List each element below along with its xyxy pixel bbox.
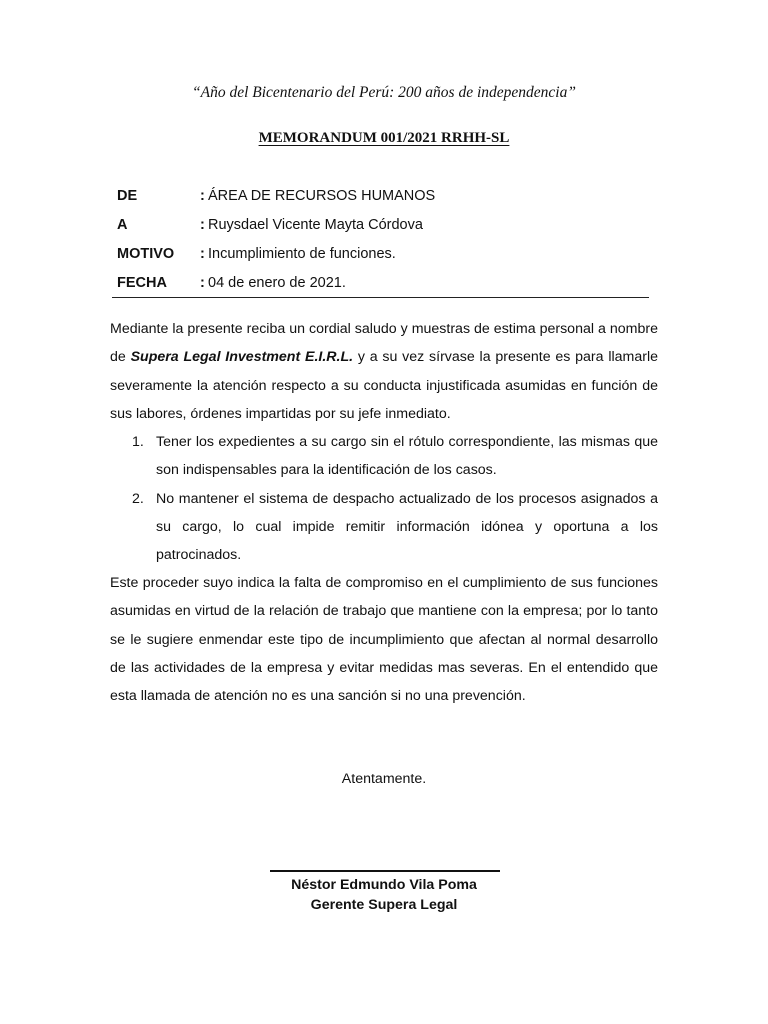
infractions-list bbox=[110, 428, 658, 569]
list-item-text: No mantener el sistema de despacho actualizado de los procesos asignados a su cargo, lo cual impide remitir información idónea y oportuna a los patrocinados. bbox=[156, 490, 658, 564]
company-name: Supera Legal Investment E.I.R.L. bbox=[130, 349, 354, 366]
closing-salutation: Atentamente. bbox=[341, 771, 427, 787]
signatory-role: Gerente Supera Legal bbox=[310, 897, 458, 913]
list-item-text: Tener los expedientes a su cargo sin el rótulo correspondiente, las mismas que son indispensables para la identificación de los casos. bbox=[156, 434, 658, 479]
header-value: Ruysdael Vicente Mayta Córdova bbox=[208, 217, 423, 233]
memo-title: MEMORANDUM 001/2021 RRHH-SL bbox=[258, 130, 510, 146]
header-separator bbox=[112, 297, 649, 298]
list-item bbox=[110, 428, 658, 485]
signature-line bbox=[270, 870, 500, 872]
intro-text-end: y a su vez sírvase la presente es para llamarle severamente la atención respecto a su conducta injustificada asumidas en función de sus labores, órdenes impartidas por su jefe inmediato. bbox=[110, 349, 659, 422]
list-item-number: 1. bbox=[132, 434, 144, 450]
header-value: ÁREA DE RECURSOS HUMANOS bbox=[208, 188, 436, 204]
list-item bbox=[110, 485, 658, 570]
header-colon: : bbox=[200, 275, 205, 291]
bicentennial-motto: “Año del Bicentenario del Perú: 200 años de independencia” bbox=[192, 84, 576, 101]
header-colon: : bbox=[200, 188, 205, 204]
header-label: A bbox=[117, 217, 128, 233]
header-label: DE bbox=[117, 188, 138, 204]
list-item-number: 2. bbox=[132, 490, 144, 507]
conclusion-text: Este proceder suyo indica la falta de compromiso en el cumplimiento de sus funciones asumidas en virtud de la relación de trabajo que mantiene con la empresa; por lo tanto se le sugiere enmendar este tipo de incumplimiento que afectan al normal desarrollo de las actividades de la empresa y evitar medidas mas severas. En el entendido que esta llamada de atención no es una sanción si no una prevención. bbox=[110, 575, 658, 705]
signatory-name: Néstor Edmundo Vila Poma bbox=[291, 877, 477, 893]
intro-paragraph bbox=[110, 315, 658, 428]
header-label: FECHA bbox=[117, 275, 167, 291]
header-colon: : bbox=[200, 217, 205, 233]
intro-text-start: Mediante la presente reciba un cordial saludo y muestras de estima personal a nombre de bbox=[110, 321, 658, 366]
header-value: Incumplimiento de funciones. bbox=[208, 246, 396, 262]
header-value: 04 de enero de 2021. bbox=[208, 275, 346, 291]
header-label: MOTIVO bbox=[117, 246, 175, 262]
conclusion-paragraph bbox=[110, 569, 658, 710]
header-colon: : bbox=[200, 246, 205, 262]
